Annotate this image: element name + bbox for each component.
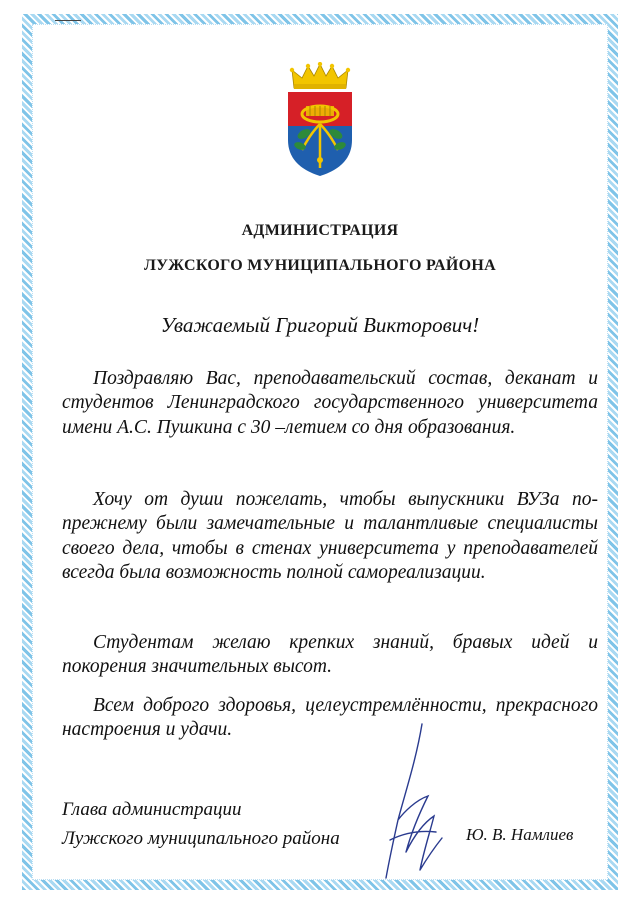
- pen-mark: [55, 20, 81, 21]
- greeting: Уважаемый Григорий Викторович!: [160, 313, 480, 337]
- header-line-2: ЛУЖСКОГО МУНИЦИПАЛЬНОГО РАЙОНА: [144, 257, 496, 274]
- signer-title: [62, 795, 340, 853]
- coat-of-arms-icon: [278, 62, 362, 178]
- signer-title-line-2: Лужского муниципального района: [62, 828, 340, 849]
- header-line-1: АДМИНИСТРАЦИЯ: [241, 222, 399, 239]
- paragraph-students: Студентам желаю крепких знаний, бравых идей и покорения значительных высот.: [62, 632, 598, 678]
- paragraph-wishes: Хочу от души пожелать, чтобы выпускники ВУЗа по-прежнему были замечательные и талантливые специалисты своего дела, чтобы в стенах университета у преподавателей всегда была возможность полной самореализации.: [62, 489, 598, 583]
- shield-icon: [288, 92, 352, 176]
- signer-title-line-1: Глава администрации: [62, 799, 242, 820]
- paragraph-congratulation: Поздравляю Вас, преподавательский состав, деканат и студентов Ленинградского государственного университета имени А.С. Пушкина с 30 –летием со дня образования.: [62, 368, 598, 438]
- handwritten-signature-icon: [376, 720, 456, 885]
- crown-icon: [290, 62, 350, 89]
- signer-name: Ю. В. Намлиев: [466, 825, 574, 844]
- paragraph-all: Всем доброго здоровья, целеустремлённости, прекрасного настроения и удачи.: [62, 695, 598, 741]
